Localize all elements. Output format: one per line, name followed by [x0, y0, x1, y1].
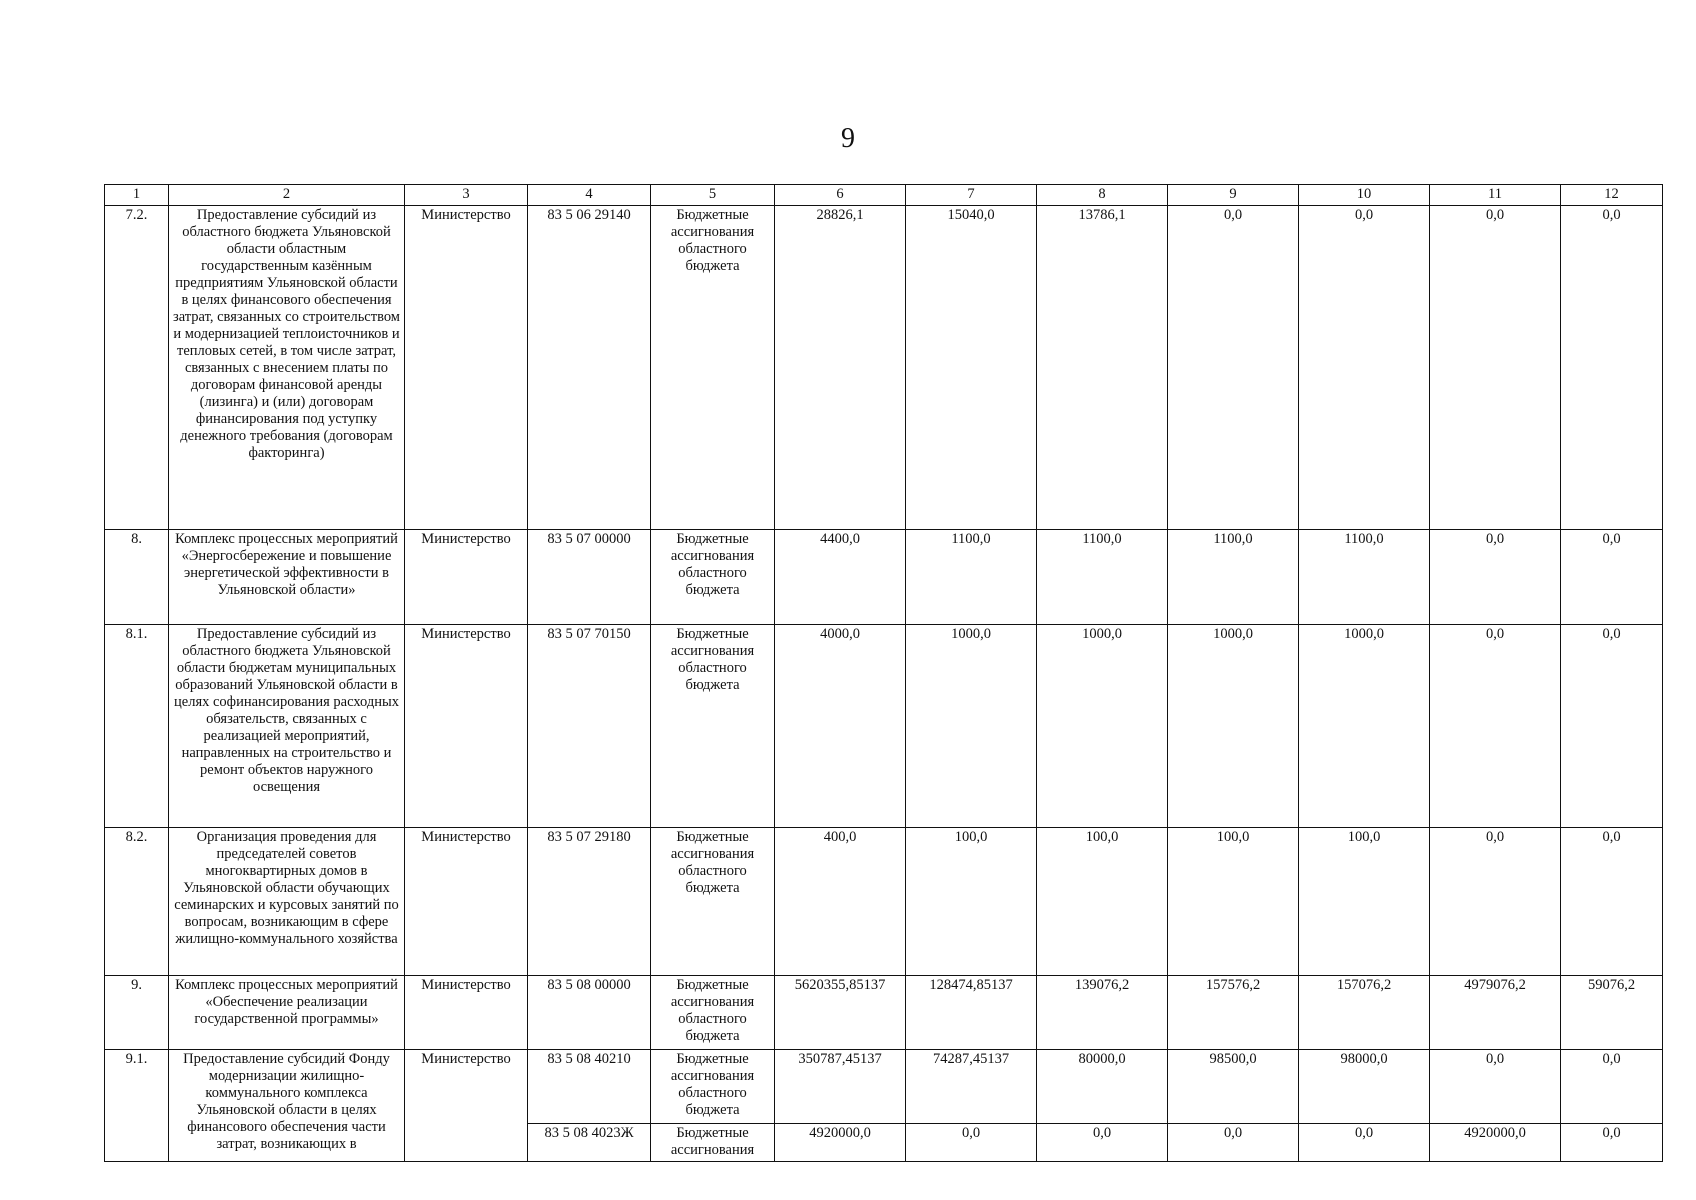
- amount-cell: 13786,1: [1037, 206, 1168, 530]
- amount-cell: 0,0: [1430, 625, 1561, 828]
- budget-code: 83 5 07 70150: [528, 625, 651, 828]
- executor: Министерство: [405, 206, 528, 530]
- row-number: 8.: [105, 530, 169, 625]
- amount-cell: 4920000,0: [1430, 1124, 1561, 1162]
- activity-description: Организация проведения для председателей советов многоквартирных домов в Ульяновской области обучающих семинарских и курсовых занятий по вопросам, возникающим в сфере жилищно-коммунального хозяйства: [169, 828, 405, 976]
- row-number: 7.2.: [105, 206, 169, 530]
- page-number: 9: [841, 123, 855, 154]
- executor: Министерство: [405, 828, 528, 976]
- column-header: 7: [906, 185, 1037, 206]
- column-header: 8: [1037, 185, 1168, 206]
- amount-cell: 4400,0: [775, 530, 906, 625]
- row-number: 9.1.: [105, 1050, 169, 1162]
- executor: Министерство: [405, 1050, 528, 1162]
- amount-cell: 5620355,85137: [775, 976, 906, 1050]
- budget-code: 83 5 08 40210: [528, 1050, 651, 1124]
- budget-code: 83 5 07 29180: [528, 828, 651, 976]
- row-number: 8.1.: [105, 625, 169, 828]
- amount-cell: 0,0: [1299, 206, 1430, 530]
- table-row: [105, 530, 1663, 625]
- activity-description: Комплекс процессных мероприятий «Обеспечение реализации государственной программы»: [169, 976, 405, 1050]
- column-header: 10: [1299, 185, 1430, 206]
- amount-cell: 1000,0: [906, 625, 1037, 828]
- amount-cell: 4000,0: [775, 625, 906, 828]
- amount-cell: 139076,2: [1037, 976, 1168, 1050]
- amount-cell: 4979076,2: [1430, 976, 1561, 1050]
- table-row: [105, 1050, 1663, 1124]
- column-header: 2: [169, 185, 405, 206]
- amount-cell: 28826,1: [775, 206, 906, 530]
- amount-cell: 98500,0: [1168, 1050, 1299, 1124]
- amount-cell: 0,0: [906, 1124, 1037, 1162]
- table-row: [105, 206, 1663, 530]
- column-header: 3: [405, 185, 528, 206]
- amount-cell: 0,0: [1168, 1124, 1299, 1162]
- amount-cell: 400,0: [775, 828, 906, 976]
- table-row: [105, 625, 1663, 828]
- column-header: 5: [651, 185, 775, 206]
- amount-cell: 74287,45137: [906, 1050, 1037, 1124]
- amount-cell: 0,0: [1561, 625, 1663, 828]
- amount-cell: 0,0: [1430, 206, 1561, 530]
- funding-source: Бюджетные ассигнования: [651, 1124, 775, 1162]
- activity-description: Предоставление субсидий Фонду модернизации жилищно-коммунального комплекса Ульяновской области в целях финансового обеспечения части затрат, возникающих в: [169, 1050, 405, 1162]
- amount-cell: 157076,2: [1299, 976, 1430, 1050]
- amount-cell: 100,0: [1037, 828, 1168, 976]
- amount-cell: 98000,0: [1299, 1050, 1430, 1124]
- funding-source: Бюджетные ассигнования областного бюджета: [651, 828, 775, 976]
- amount-cell: 157576,2: [1168, 976, 1299, 1050]
- amount-cell: 0,0: [1430, 828, 1561, 976]
- budget-code: 83 5 08 4023Ж: [528, 1124, 651, 1162]
- executor: Министерство: [405, 530, 528, 625]
- amount-cell: 0,0: [1561, 828, 1663, 976]
- amount-cell: 128474,85137: [906, 976, 1037, 1050]
- row-number: 8.2.: [105, 828, 169, 976]
- amount-cell: 0,0: [1561, 1124, 1663, 1162]
- budget-code: 83 5 07 00000: [528, 530, 651, 625]
- amount-cell: 0,0: [1561, 1050, 1663, 1124]
- column-header: 4: [528, 185, 651, 206]
- amount-cell: 1000,0: [1037, 625, 1168, 828]
- budget-code: 83 5 08 00000: [528, 976, 651, 1050]
- table-row: [105, 976, 1663, 1050]
- amount-cell: 1000,0: [1299, 625, 1430, 828]
- row-number: 9.: [105, 976, 169, 1050]
- amount-cell: 100,0: [1168, 828, 1299, 976]
- column-header: 12: [1561, 185, 1663, 206]
- column-number-row: [105, 185, 1663, 206]
- amount-cell: 15040,0: [906, 206, 1037, 530]
- funding-source: Бюджетные ассигнования областного бюджета: [651, 976, 775, 1050]
- activity-description: Комплекс процессных мероприятий «Энергосбережение и повышение энергетической эффективности в Ульяновской области»: [169, 530, 405, 625]
- column-header: 6: [775, 185, 906, 206]
- funding-source: Бюджетные ассигнования областного бюджета: [651, 530, 775, 625]
- column-header: 11: [1430, 185, 1561, 206]
- amount-cell: 1100,0: [1299, 530, 1430, 625]
- activity-description: Предоставление субсидий из областного бюджета Ульяновской области бюджетам муниципальных образований Ульяновской области в целях софинансирования расходных обязательств, связанных с реализацией мероприятий, направленных на строительство и ремонт объектов наружного освещения: [169, 625, 405, 828]
- amount-cell: 80000,0: [1037, 1050, 1168, 1124]
- executor: Министерство: [405, 625, 528, 828]
- amount-cell: 0,0: [1037, 1124, 1168, 1162]
- amount-cell: 0,0: [1168, 206, 1299, 530]
- amount-cell: 100,0: [906, 828, 1037, 976]
- column-header: 1: [105, 185, 169, 206]
- table-row: [105, 828, 1663, 976]
- amount-cell: 350787,45137: [775, 1050, 906, 1124]
- budget-code: 83 5 06 29140: [528, 206, 651, 530]
- amount-cell: 59076,2: [1561, 976, 1663, 1050]
- activity-description: Предоставление субсидий из областного бюджета Ульяновской области областным государственным казённым предприятиям Ульяновской области в целях финансового обеспечения затрат, связанных со строительством и модернизацией теплоисточников и тепловых сетей, в том числе затрат, связанных с внесением платы по договорам финансовой аренды (лизинга) и (или) договорам финансирования под уступку денежного требования (договорам факторинга): [169, 206, 405, 530]
- amount-cell: 0,0: [1430, 1050, 1561, 1124]
- funding-source: Бюджетные ассигнования областного бюджета: [651, 1050, 775, 1124]
- funding-source: Бюджетные ассигнования областного бюджета: [651, 206, 775, 530]
- amount-cell: 0,0: [1430, 530, 1561, 625]
- amount-cell: 1100,0: [1168, 530, 1299, 625]
- amount-cell: 0,0: [1561, 530, 1663, 625]
- amount-cell: 0,0: [1561, 206, 1663, 530]
- executor: Министерство: [405, 976, 528, 1050]
- column-header: 9: [1168, 185, 1299, 206]
- amount-cell: 100,0: [1299, 828, 1430, 976]
- amount-cell: 1100,0: [1037, 530, 1168, 625]
- amount-cell: 4920000,0: [775, 1124, 906, 1162]
- budget-table: [104, 184, 1663, 1162]
- amount-cell: 0,0: [1299, 1124, 1430, 1162]
- amount-cell: 1000,0: [1168, 625, 1299, 828]
- funding-source: Бюджетные ассигнования областного бюджета: [651, 625, 775, 828]
- amount-cell: 1100,0: [906, 530, 1037, 625]
